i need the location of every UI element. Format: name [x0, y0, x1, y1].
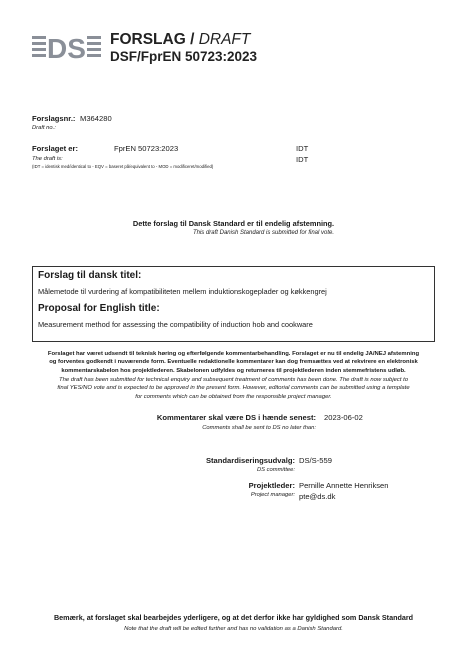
procedure-en	[28, 376, 439, 401]
draft-is-en: The draft is:	[32, 156, 63, 162]
proposal-no-label: Forslagsnr.:	[32, 114, 76, 123]
manager-email[interactable]: pte@ds.dk	[299, 492, 336, 501]
logo-text: DS	[47, 33, 86, 62]
draft-is-legend: (IDT = identisk med/identical to - EQV = baseret på/equivalent to - MOD = modificeret/modified)	[32, 164, 214, 169]
proposal-no-value: M364280	[80, 114, 112, 123]
deadline-en: Comments shall be sent to DS no later than:	[202, 425, 316, 431]
footer-en: Note that the draft will be edited further and has no validation as a Danish Standard.	[124, 626, 343, 632]
final-vote-en: This draft Danish Standard is submitted for final vote.	[192, 230, 335, 236]
manager-en: Project manager:	[250, 492, 295, 498]
deadline-label: Kommentarer skal være DS i hænde senest:	[156, 413, 316, 422]
committee-value: DS/S-559	[299, 456, 332, 465]
committee-label: Standardiseringsudvalg:	[205, 456, 295, 465]
procedure-da-line: Forslaget har været udsendt til teknisk høring og efterfølgende kommentarbehandling. Forslaget er nu til endelig JA/NEJ afstemning	[47, 351, 420, 357]
ds-logo	[32, 30, 102, 62]
procedure-da-line: og forventes godkendt i nuværende form. Eventuelle redaktionelle kommentarer kan dog fremsættes ved at rekvirere en elektronisk	[49, 359, 418, 366]
committee-en: DS committee:	[256, 467, 295, 473]
proposal-no-en: Draft no.:	[32, 125, 56, 131]
procedure-en-line: final YES/NO vote and is expected to be approved in the present form. However, editorial comments can be submitted using a template	[57, 385, 410, 392]
draft-is-code-1: IDT	[296, 144, 309, 153]
ds-logo-graphic	[32, 30, 102, 62]
manager-name: Pernille Annette Henriksen	[299, 481, 389, 490]
final-vote-da: Dette forslag til Dansk Standard er til endelig afstemning.	[132, 219, 335, 228]
danish-title-heading: Forslag til dansk titel:	[38, 270, 142, 281]
document-id: DSF/FprEN 50723:2023	[110, 49, 258, 64]
deadline-value: 2023-06-02	[324, 413, 363, 422]
danish-title-text: Målemetode til vurdering af kompatibiliteten mellem induktionskogeplader og køkkengrej	[38, 287, 327, 296]
draft-is-code-2: IDT	[296, 155, 309, 164]
header-title	[110, 31, 250, 49]
draft-is-label: Forslaget er:	[32, 144, 78, 153]
procedure-da-line: kommentarskabelon hos projektlederen. Skabelonen udfyldes og returneres til projektlederen inden stemmefristens udløb.	[61, 367, 406, 374]
footer-da: Bemærk, at forslaget skal bearbejdes yderligere, og at det derfor ikke har gyldighed som Dansk Standard	[53, 613, 414, 622]
procedure-en-line: The draft has been submitted for technical enquiry and subsequent treatment of comments has been done. The draft is now subject to	[58, 377, 409, 383]
draft-is-value: FprEN 50723:2023	[114, 144, 179, 153]
procedure-en-line: for comments which can be obtained from the responsible project manager.	[135, 393, 332, 400]
title-prefix: FORSLAG /	[110, 31, 199, 48]
title-draft: DRAFT	[198, 31, 251, 48]
english-title-text: Measurement method for assessing the compatibility of induction hob and cookware	[38, 320, 313, 329]
english-title-heading: Proposal for English title:	[38, 303, 160, 314]
procedure-da	[28, 350, 439, 375]
manager-label: Projektleder:	[248, 481, 295, 490]
